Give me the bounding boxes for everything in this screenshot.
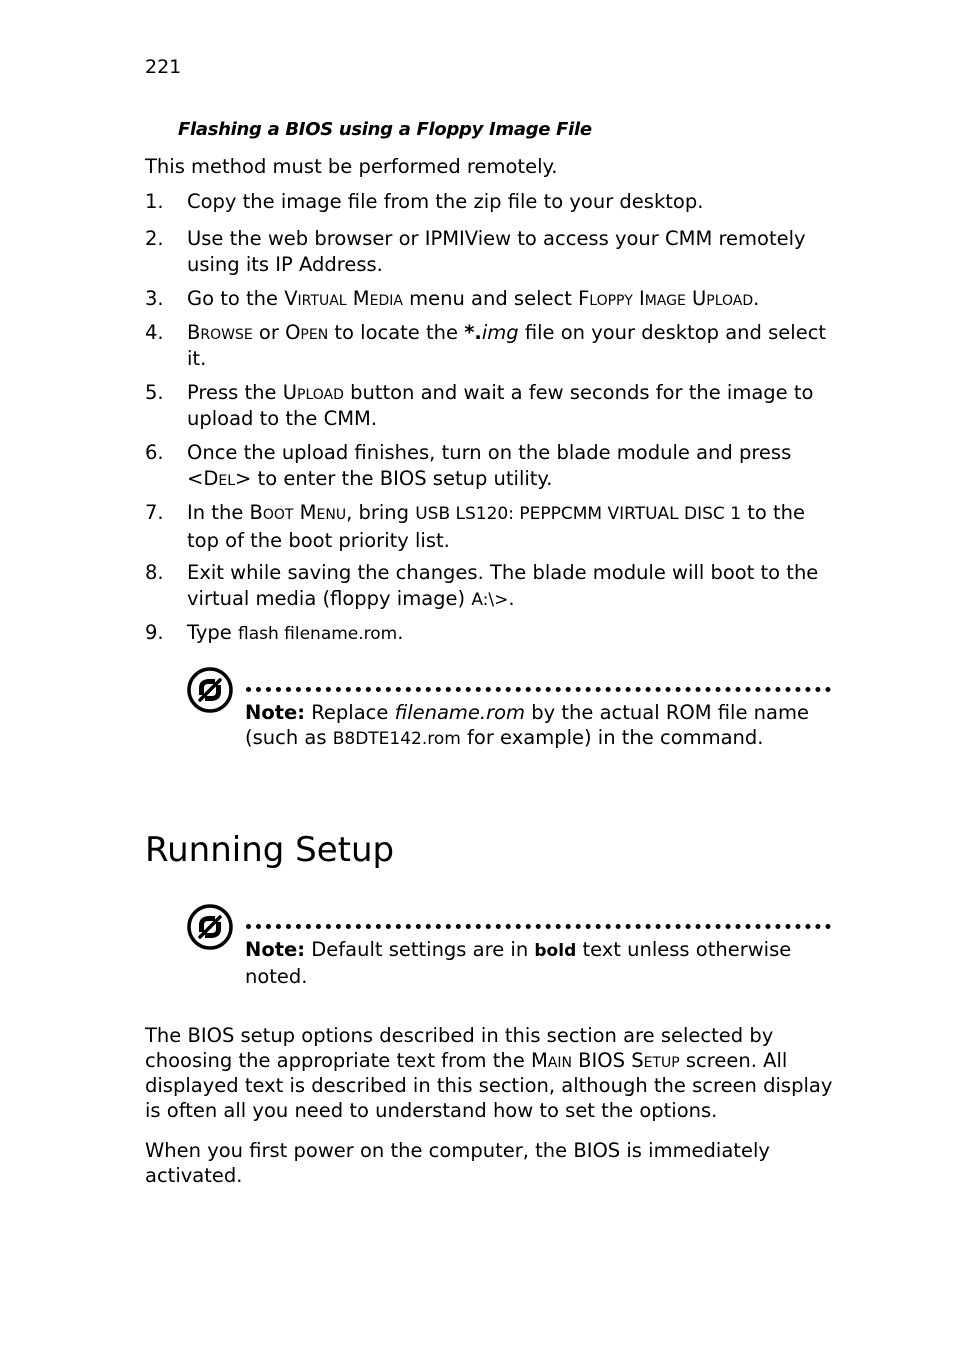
text-run: .: [397, 621, 404, 644]
menu-name: Virtual Media: [284, 287, 403, 310]
note-pen-icon: [186, 666, 234, 714]
button-name: Browse: [187, 321, 253, 344]
step-number: 5.: [145, 381, 164, 404]
text-run: .: [753, 287, 760, 310]
text-run: Replace: [305, 701, 395, 724]
bold-sample: bold: [534, 941, 577, 961]
step-text: [187, 500, 837, 553]
page-number: 221: [145, 56, 182, 78]
text-run: > to enter the BIOS setup utility.: [235, 466, 553, 490]
file-extension: img: [481, 321, 519, 344]
section-heading: Running Setup: [145, 830, 395, 870]
subheading: Flashing a BIOS using a Floppy Image File: [178, 119, 592, 140]
step-number: 8.: [145, 561, 164, 584]
step-number: 7.: [145, 501, 164, 524]
intro-paragraph: This method must be performed remotely.: [145, 155, 558, 178]
text-run: or: [252, 321, 286, 344]
text-run: Go to the: [187, 287, 285, 310]
text-run: In the: [187, 501, 250, 524]
text-run: by the actual ROM file name (such as: [245, 701, 809, 749]
text-run: text unless otherwise noted.: [245, 938, 792, 988]
step-text: [187, 620, 837, 648]
button-name: Upload: [282, 381, 344, 404]
text-run: Press the: [187, 381, 283, 404]
step-text: [187, 320, 837, 371]
step-text: Use the web browser or IPMIView to access your CMM remotely using its IP Address.: [187, 227, 806, 276]
text-run: to the top of the boot priority list.: [187, 501, 805, 552]
filename-example: B8DTE142.rom: [332, 729, 461, 749]
step-text: [187, 440, 837, 491]
filename-placeholder: filename.rom: [394, 701, 526, 724]
text-run: for example) in the command.: [460, 726, 764, 749]
text-run: Once the upload finishes, turn on the blade module and press <: [187, 441, 792, 490]
menu-name: Boot Menu: [249, 501, 347, 524]
note-pen-icon: [186, 903, 234, 951]
text-run: to locate the: [328, 321, 465, 344]
device-name: USB LS120: PEPPCMM VIRTUAL DISC 1: [415, 504, 742, 524]
text-run: , bring: [346, 501, 416, 524]
text-run: button and wait a few seconds for the image to upload to the CMM.: [187, 381, 814, 430]
step-number: 4.: [145, 321, 164, 344]
body-paragraph: When you first power on the computer, the BIOS is immediately activated.: [145, 1139, 770, 1187]
text-run: Default settings are in: [305, 938, 535, 961]
text-run: Type: [187, 621, 238, 644]
text-run: screen. All displayed text is described in this section, although the screen display is often all you need to understand how to set the options.: [145, 1049, 833, 1122]
step-text: [187, 560, 837, 613]
button-name: Open: [285, 321, 329, 344]
step-text: [187, 380, 837, 431]
text-run: Exit while saving the changes. The blade module will boot to the virtual media (floppy image): [187, 561, 819, 610]
text-run: menu and select: [402, 287, 579, 310]
step-number: 3.: [145, 287, 164, 310]
text-run: file on your desktop and select it.: [187, 321, 827, 370]
step-number: 9.: [145, 621, 164, 644]
menu-name: Floppy Image Upload: [578, 287, 754, 310]
step-number: 2.: [145, 227, 164, 250]
text-run: *.: [464, 321, 482, 344]
command-text: flash filename.rom: [238, 624, 398, 644]
screen-name: Main BIOS Setup: [530, 1049, 680, 1072]
step-text: Copy the image file from the zip file to your desktop.: [187, 190, 704, 213]
text-run: .: [508, 586, 515, 610]
note-text: [245, 937, 835, 989]
note-text: [245, 700, 835, 752]
dotted-divider: [246, 687, 831, 692]
prompt-text: A:\>: [471, 589, 509, 610]
note-label: Note:: [245, 701, 306, 724]
body-paragraph: [145, 1023, 835, 1123]
step-number: 1.: [145, 190, 164, 213]
key-name: Del: [203, 466, 236, 490]
text-run: The BIOS setup options described in this section are selected by choosing the appropriate text from the: [145, 1024, 774, 1072]
note-label: Note:: [245, 938, 306, 961]
step-number: 6.: [145, 441, 164, 464]
dotted-divider: [246, 924, 831, 929]
step-text: [187, 286, 837, 312]
